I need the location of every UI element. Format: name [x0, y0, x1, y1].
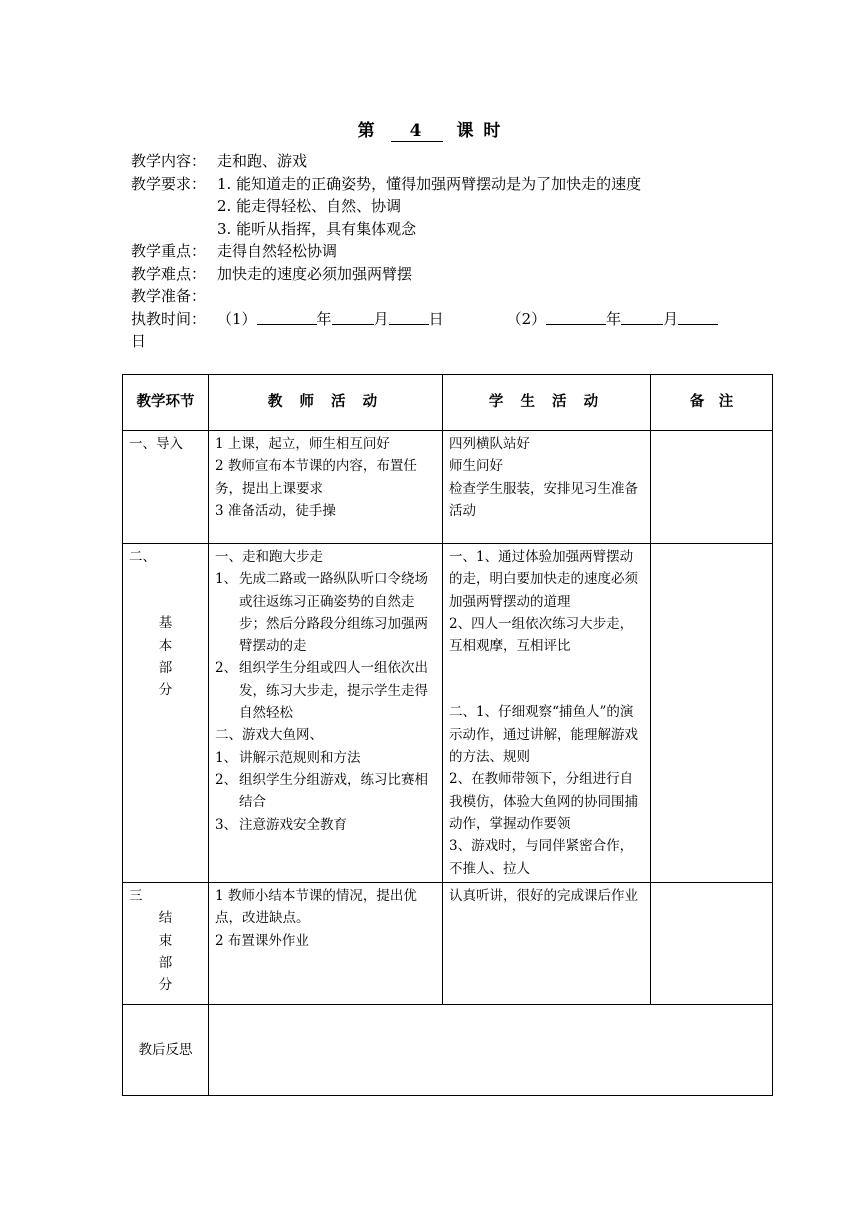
- section-ending: [123, 883, 209, 1005]
- section-ending-char-4: 分: [158, 977, 173, 994]
- content-row: [131, 150, 741, 173]
- teacher-basic-head-2: 二、游戏大鱼网、: [215, 727, 323, 744]
- requirement-row-3: [131, 218, 741, 241]
- time-2-day-blank: [678, 308, 718, 325]
- reflection-content: [209, 1005, 773, 1096]
- requirement-row: [131, 173, 741, 196]
- time-row: [131, 308, 741, 331]
- teacher-ending: [209, 883, 443, 1005]
- section-ending-num: 三: [129, 888, 143, 904]
- requirement-1: 1. 能知道走的正确姿势，懂得加强两臂摆动是为了加快走的速度: [217, 174, 642, 193]
- difficulty-label: 教学难点：: [131, 264, 207, 283]
- lesson-info: [131, 150, 741, 353]
- student-intro: [443, 431, 651, 544]
- requirement-label: 教学要求：: [131, 174, 207, 193]
- prep-row: [131, 285, 741, 308]
- key-row: [131, 240, 741, 263]
- teacher-intro-2: 2 教师宣布本节课的内容，布置任务，提出上课要求: [215, 458, 417, 497]
- student-basic-2: 2、四人一组依次练习大步走，互相观摩，互相评比: [449, 615, 634, 655]
- difficulty-value: 加快走的速度必须加强两臂摆: [217, 264, 413, 283]
- section-basic-char-2: 本: [158, 637, 173, 654]
- header-stage: 教学环节: [123, 375, 209, 431]
- requirement-row-2: [131, 195, 741, 218]
- teacher-basic-item-3: 1、 讲解示范规则和方法: [215, 749, 361, 766]
- teacher-basic-item-4: 2、 组织学生分组游戏，练习比赛相结合: [215, 771, 428, 811]
- student-intro-2: 师生问好: [449, 458, 503, 475]
- title-suffix: 课 时: [456, 121, 503, 141]
- teacher-ending-1: 1 教师小结本节课的情况，提出优点，改进缺点。: [215, 888, 417, 927]
- table-header-row: [123, 375, 773, 431]
- section-ending-char-2: 束: [158, 932, 173, 949]
- requirement-2: 2. 能走得轻松、自然、协调: [217, 197, 402, 215]
- time-label: 执教时间：: [131, 309, 207, 328]
- student-intro-1: 四列横队站好: [449, 436, 530, 452]
- time-1-day: 日: [428, 309, 444, 328]
- reflection-label: 教后反思: [123, 1005, 209, 1096]
- table-row-intro: [123, 431, 773, 544]
- time-2-month: 月: [663, 309, 679, 328]
- student-ending-1: 认真听讲，很好的完成课后作业: [449, 888, 638, 904]
- content-value: 走和跑、游戏: [217, 152, 308, 170]
- time-1-label: （1）: [217, 309, 257, 328]
- teacher-intro-3: 3 准备活动，徒手操: [215, 502, 336, 519]
- time-1-year-blank: [257, 308, 317, 325]
- student-intro-3: 检查学生服装，安排见习生准备活动: [449, 480, 638, 519]
- notes-intro: [651, 431, 773, 544]
- section-basic-char-1: 基: [158, 615, 173, 632]
- time-1-month-blank: [332, 308, 374, 325]
- requirement-3: 3. 能听从指挥，具有集体观念: [217, 219, 417, 238]
- header-student: 学 生 活 动: [443, 375, 651, 431]
- section-basic-char-3: 部: [158, 659, 173, 676]
- key-value: 走得自然轻松协调: [217, 242, 338, 260]
- teacher-basic-item-2: 2、 组织学生分组或四人一组依次出发，练习大步走，提示学生走得自然轻松: [215, 660, 428, 722]
- lesson-number: 4: [391, 121, 443, 142]
- section-ending-char-3: 部: [158, 954, 173, 971]
- notes-ending: [651, 883, 773, 1005]
- section-basic-num: 二、: [129, 549, 156, 565]
- time-1-day-blank: [389, 308, 429, 325]
- student-basic-1: 一、1、通过体验加强两臂摆动的走，明白要加快走的速度必须加强两臂摆动的道理: [449, 549, 638, 610]
- teacher-ending-2: 2 布置课外作业: [215, 932, 309, 949]
- section-basic-char-4: 分: [158, 682, 173, 699]
- difficulty-row: [131, 263, 741, 286]
- student-basic-4: 2、在教师带领下，分组进行自我模仿，体验大鱼网的协同围捕动作，掌握动作要领: [449, 771, 638, 832]
- student-basic: [443, 544, 651, 883]
- student-ending: [443, 883, 651, 1005]
- teacher-intro: [209, 431, 443, 544]
- table-row-ending: [123, 883, 773, 1005]
- teacher-basic-item-1: 1、 先成二路或一路纵队听口令绕场或往返练习正确姿势的自然走步；然后分路段分组练习加强两臂摆动的走: [215, 571, 428, 655]
- teacher-intro-1: 1 上课，起立，师生相互问好: [215, 436, 390, 452]
- content-label: 教学内容：: [131, 152, 207, 170]
- time-1-month: 月: [373, 309, 389, 328]
- time-row-wrap: [131, 330, 741, 353]
- section-intro: 一、导入: [123, 431, 209, 544]
- prep-label: 教学准备：: [131, 287, 207, 305]
- student-basic-3: 二、1、仔细观察“捕鱼人”的演示动作，通过讲解，能理解游戏的方法、规则: [449, 704, 638, 766]
- key-label: 教学重点：: [131, 242, 207, 260]
- section-ending-char-1: 结: [158, 910, 173, 927]
- header-teacher: 教 师 活 动: [209, 375, 443, 431]
- time-2-year: 年: [606, 309, 622, 328]
- teacher-basic-head-1: 一、走和跑大步走: [215, 549, 323, 565]
- title-prefix: 第: [357, 121, 377, 141]
- header-notes: 备 注: [651, 375, 773, 431]
- table-row-reflection: [123, 1005, 773, 1096]
- time-2-label: （2）: [506, 309, 547, 328]
- lesson-table: [122, 374, 773, 1096]
- table-row-basic: [123, 544, 773, 883]
- time-1-year: 年: [316, 309, 332, 328]
- notes-basic: [651, 544, 773, 883]
- time-2-day: 日: [131, 332, 147, 350]
- time-2-year-blank: [546, 308, 606, 325]
- lesson-title: [0, 116, 860, 142]
- section-basic: [123, 544, 209, 883]
- teacher-basic-item-5: 3、 注意游戏安全教育: [215, 816, 347, 833]
- student-basic-5: 3、游戏时，与同伴紧密合作，不推人、拉人: [449, 838, 634, 877]
- time-2-month-blank: [621, 308, 663, 325]
- teacher-basic: [209, 544, 443, 883]
